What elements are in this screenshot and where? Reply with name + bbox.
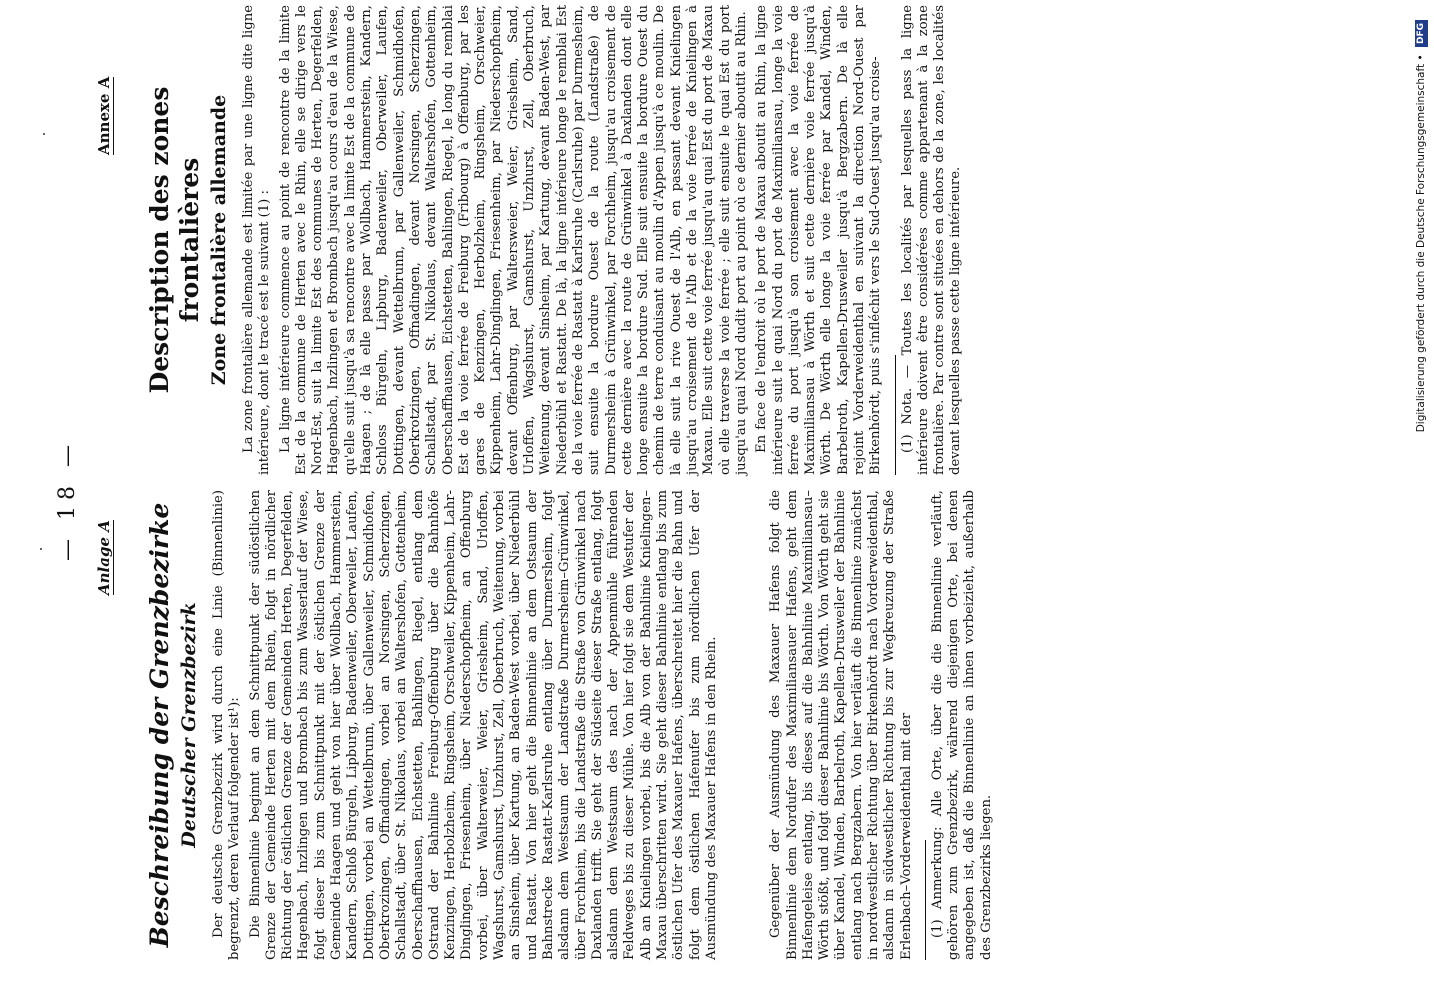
digitization-credit: Digitalisierung gefördert durch die Deutsche Forschungsgemeinschaft • (1415, 54, 1427, 433)
page-number: — 18 — (55, 439, 80, 561)
scan-speck (43, 133, 45, 135)
french-paragraph-2: La ligne intérieure commence au point de rencontre de la limite Est de la commune de Herten avec le Rhin, elle se dirige vers le Nord-Est, suit la limite Est des communes de Herten, Degerfelden, Hagenbach, Inzlingen et Brombach jusqu'au cours d'eau de la Wiese, qu'elle suit jusqu'à sa rencontre avec la limite Est de la commune de Haagen ; de là elle passe par Wollbach, Hammerstein, Kandern, Schloss Bürgeln, Lipburg, Badenweiler, Oberweiler, Laufen, Dottingen, devant Wettelbrunn, par Gallenweiler, Schmidhofen, Oberkrotzingen, Offnadingen, devant Norsingen, Scherzingen, Schallstadt, par St. Nikolaus, devant Waltershofen, Gottenheim, Oberschaffhausen, Eichstetten, Bahlingen, Riegel, le long du remblai Est de la voie ferrée de Freiburg (Fribourg) à Offenburg, par les gares de Kenzingen, Herbolzheim, Ringsheim, Orschweier, Kippenheim, Lahr-Dinglingen, Friesenheim, par Niederschopfheim, devant Offenburg, par Waltersweier, Weier, Griesheim, Sand, Urloffen, Wagshurst, Gamshurst, Unzhurst, Zell, Oberbruch, Weitenung, devant Sinsheim, par Kartung, devant Baden-West, par Niederbühl et Rastatt. De là, la ligne intérieure longe le remblai Est de la voie ferrée de Rastatt à Karlsruhe (Carlsruhe) par Durmesheim, suit ensuite la bordure Ouest de la route (Landstraße) de Durmersheim à Grünwinkel, par Forchheim, jusqu'au croisement de cette dernière avec la route de Grünwinkel à Daxlanden dont elle longe ensuite la bordure Sud. Elle suit ensuite la bordure Ouest du chemin de terre conduisant au moulin d'Appen jusqu'à ce moulin. De là elle suit la rive Ouest de l'Alb, en passant devant Knielingen jusqu'au croisement de l'Alb et de la voie ferrée de Knielingen à Maxau. Elle suit cette voie ferrée jusqu'au quai Est du port de Maxau où elle traverse la voie ferrée ; elle suit ensuite le quai Est du port jusqu'au quai Nord dudit port au point où ce dernier aboutit au Rhin. (277, 5, 749, 475)
annex-label-french: Annexe A (95, 76, 113, 155)
german-paragraph-1: Der deutsche Grenzbezirk wird durch eine Linie (Binnenlinie) begrenzt, deren Verlauf folgender ist¹): (211, 490, 243, 960)
footnote-rule (895, 355, 896, 475)
french-subtitle: Zone frontalière allemande (208, 94, 230, 386)
french-paragraph-1: La zone frontalière allemande est limitée par une ligne dite ligne intérieure, dont le tracé est le suivant (1) : (241, 5, 273, 475)
french-title: Description des zones frontalières (145, 86, 204, 394)
dfg-logo: DFG (1415, 20, 1428, 47)
french-footnote: (1) Nota. — Toutes les localités par lesquelles pass la ligne intérieure doivent être considérées comme appartenant à la zone frontalière. Par contre sont situées en dehors de la zone, les localités devant lesquelles passe cette ligne intérieure. (899, 5, 964, 475)
french-column (145, 5, 965, 475)
french-paragraph-3: En face de l'endroit où le port de Maxau aboutit au Rhin, la ligne intérieure suit le quai Nord du port de Maximiliansau, longe la voie ferrée du port jusqu'à son croisement avec la voie ferrée de Maximiliansau à Wörth et suit cette dernière voie ferrée jusqu'à Wörth. De Wörth elle longe la voie ferrée par Kandel, Winden, Barbelroth, Kapellen-Drusweiler jusqu'à Bergzabern. De là elle rejoint Vorderweidenthal en suivant la direction Nord-Ouest par Birkenhördt, puis s'infléchit vers le Sud-Ouest jusqu'au croise- (754, 5, 884, 475)
german-column (145, 490, 995, 960)
german-subtitle: Deutscher Grenzbezirk (178, 602, 200, 848)
german-title: Beschreibung der Grenzbezirke (145, 502, 174, 948)
german-paragraph-2: Die Binnenlinie beginnt an dem Schnittpunkt der südöstlichen Grenze der Gemeinde Herten mit dem Rhein, folgt in nördlicher Richtung der östlichen Grenze der Gemeinden Herten, Degerfelden, Hagenbach, Inzlingen und Brombach bis zum Wasserlauf der Wiese, folgt dieser bis zum Schnittpunkt mit der östlichen Grenze der Gemeinde Haagen und geht von hier über Wollbach, Hammerstein, Kandern, Schloß Bürgeln, Lipburg, Badenweiler, Oberweiler, Laufen, Dottingen, vorbei an Wettelbrunn, über Gallenweiler, Schmidhofen, Oberkrozingen, Offnadingen, vorbei an Norsingen, Scherzingen, Schallstadt, über St. Nikolaus, vorbei an Waltershofen, Gottenheim, Oberschaffhausen, Eichstetten, Bahlingen, Riegel, entlang dem Ostrand der Bahnlinie Freiburg-Offenburg über die Bahnhöfe Kenzingen, Herbolzheim, Ringsheim, Orschweiler, Kippenheim, Lahr-Dinglingen, Friesenheim, über Niederschopfheim, an Offenburg vorbei, über Walterweier, Weier, Griesheim, Sand, Urloffen, Wagshurst, Gamshurst, Unzhurst, Zell, Oberbruch, Weitenung, vorbei an Sinsheim, über Kartung, an Baden-West vorbei, über Niederbühl und Rastatt. Von hier geht die Binnenlinie an dem Ostsaum der Bahnstrecke Rastatt–Karlsruhe entlang über Durmersheim, folgt alsdann dem Westsaum der Landstraße Durmersheim–Grünwinkel, über Forchheim, bis die Landstraße die Straße von Grünwinkel nach Daxlanden trifft. Sie geht der Südseite dieser Straße entlang, folgt alsdann dem Westsaum des nach der Appenmühle führenden Feldweges bis zu dieser Mühle. Von hier folgt sie dem Westufer der Alb an Knielingen vorbei, bis die Alb von der Bahnlinie Knielingen–Maxau überschritten wird. Sie geht dieser Bahnlinie entlang bis zum östlichen Ufer des Maxauer Hafens, überschreitet hier die Bahn und folgt dem östlichen Hafenufer bis zum nördlichen Ufer der Ausmündung des Maxauer Hafens in den Rhein. (247, 490, 719, 960)
german-footnote: (1) Anmerkung: Alle Orte, über die die Binnenlinie verläuft, gehören zum Grenzbezirk, während diejenigen Orte, bei denen angegeben ist, daß die Binnenlinie an ihnen vorbeizieht, außerhalb des Grenzbezirks liegen. (929, 490, 994, 960)
footnote-rule (925, 840, 926, 960)
scan-speck (40, 548, 42, 550)
digitization-sidebar (1412, 0, 1430, 1000)
annex-label-german: Anlage A (95, 520, 113, 595)
german-paragraph-3: Gegenüber der Ausmündung des Maxauer Hafens folgt die Binnenlinie dem Nordufer des Maximiliansauer Hafens, geht dem Hafengeleise entlang, bis dieses auf die Bahnlinie Maximiliansau–Wörth stößt, und folgt dieser Bahnlinie bis Wörth. Von Wörth geht sie über Kandel, Winden, Barbelroth, Kapellen-Drusweiler der Bahnlinie entlang nach Bergzabern. Von hier verläuft die Binnenlinie zunächst in nordwestlicher Richtung über Birkenhördt nach Vorderweidenthal, alsdann in südwestlicher Richtung bis zur Wegkreuzung der Straße Erlenbach–Vorderweidenthal mit der (768, 490, 914, 960)
